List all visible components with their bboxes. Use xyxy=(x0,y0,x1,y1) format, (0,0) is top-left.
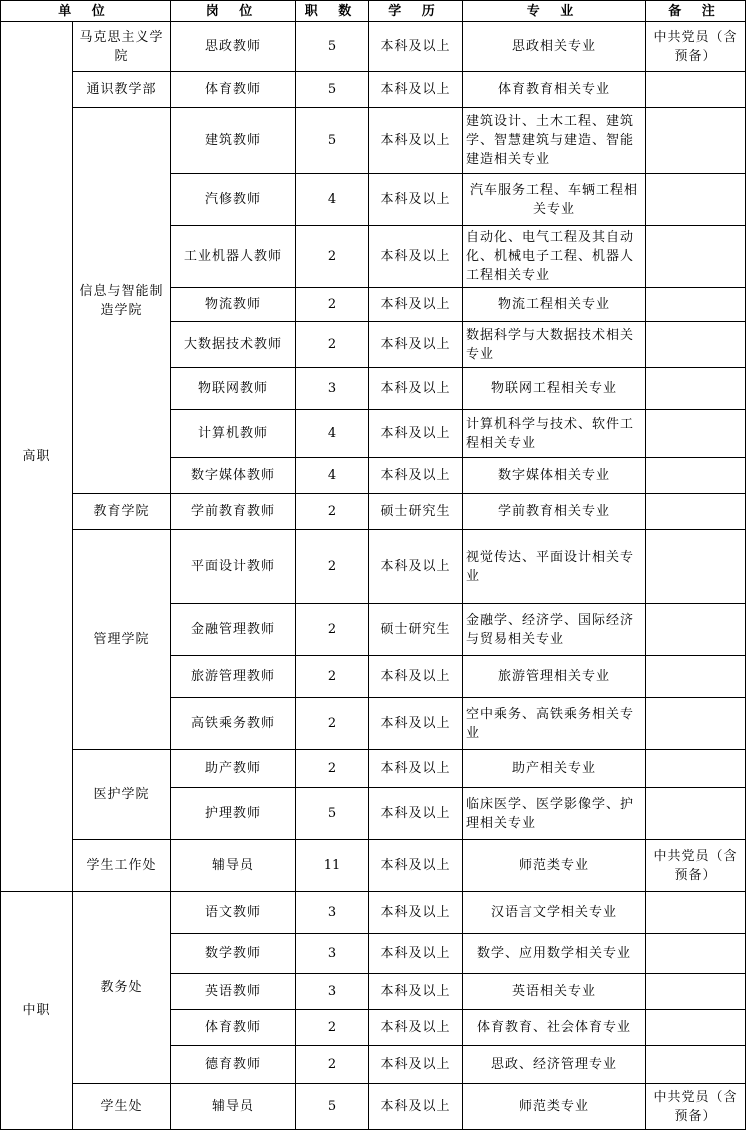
education-cell: 本科及以上 xyxy=(369,410,463,458)
post-cell: 护理教师 xyxy=(171,788,296,840)
dept-cell: 管理学院 xyxy=(73,530,171,750)
post-cell: 体育教师 xyxy=(171,72,296,108)
count-cell: 4 xyxy=(296,174,369,226)
post-cell: 物流教师 xyxy=(171,288,296,322)
dept-cell: 信息与智能制造学院 xyxy=(73,108,171,494)
header-major: 专 业 xyxy=(463,1,646,22)
remark-cell xyxy=(646,530,746,604)
education-cell: 本科及以上 xyxy=(369,750,463,788)
education-cell: 本科及以上 xyxy=(369,368,463,410)
header-unit: 单 位 xyxy=(1,1,171,22)
count-cell: 5 xyxy=(296,108,369,174)
major-cell: 助产相关专业 xyxy=(463,750,646,788)
count-cell: 11 xyxy=(296,840,369,892)
count-cell: 5 xyxy=(296,788,369,840)
education-cell: 本科及以上 xyxy=(369,174,463,226)
remark-cell xyxy=(646,1010,746,1046)
education-cell: 本科及以上 xyxy=(369,1084,463,1130)
remark-cell xyxy=(646,410,746,458)
major-cell: 物联网工程相关专业 xyxy=(463,368,646,410)
header-post: 岗 位 xyxy=(171,1,296,22)
remark-cell: 中共党员（含预备） xyxy=(646,840,746,892)
remark-cell xyxy=(646,458,746,494)
major-cell: 师范类专业 xyxy=(463,1084,646,1130)
post-cell: 大数据技术教师 xyxy=(171,322,296,368)
dept-cell: 通识教学部 xyxy=(73,72,171,108)
dept-cell: 教务处 xyxy=(73,892,171,1084)
major-cell: 学前教育相关专业 xyxy=(463,494,646,530)
remark-cell: 中共党员（含预备） xyxy=(646,22,746,72)
post-cell: 高铁乘务教师 xyxy=(171,698,296,750)
post-cell: 辅导员 xyxy=(171,840,296,892)
count-cell: 4 xyxy=(296,410,369,458)
dept-cell: 医护学院 xyxy=(73,750,171,840)
post-cell: 数学教师 xyxy=(171,934,296,974)
major-cell: 数学、应用数学相关专业 xyxy=(463,934,646,974)
table-row xyxy=(1,750,746,788)
post-cell: 思政教师 xyxy=(171,22,296,72)
count-cell: 5 xyxy=(296,1084,369,1130)
education-cell: 本科及以上 xyxy=(369,226,463,288)
remark-cell xyxy=(646,934,746,974)
major-cell: 视觉传达、平面设计相关专业 xyxy=(463,530,646,604)
education-cell: 本科及以上 xyxy=(369,72,463,108)
major-cell: 物流工程相关专业 xyxy=(463,288,646,322)
remark-cell xyxy=(646,604,746,656)
post-cell: 物联网教师 xyxy=(171,368,296,410)
table-row xyxy=(1,494,746,530)
count-cell: 3 xyxy=(296,368,369,410)
count-cell: 2 xyxy=(296,604,369,656)
remark-cell xyxy=(646,974,746,1010)
count-cell: 5 xyxy=(296,22,369,72)
education-cell: 本科及以上 xyxy=(369,108,463,174)
major-cell: 英语相关专业 xyxy=(463,974,646,1010)
education-cell: 本科及以上 xyxy=(369,288,463,322)
header-education: 学 历 xyxy=(369,1,463,22)
remark-cell xyxy=(646,174,746,226)
education-cell: 本科及以上 xyxy=(369,322,463,368)
post-cell: 体育教师 xyxy=(171,1010,296,1046)
major-cell: 思政、经济管理专业 xyxy=(463,1046,646,1084)
post-cell: 平面设计教师 xyxy=(171,530,296,604)
education-cell: 本科及以上 xyxy=(369,530,463,604)
education-cell: 本科及以上 xyxy=(369,974,463,1010)
table-row xyxy=(1,840,746,892)
count-cell: 2 xyxy=(296,750,369,788)
count-cell: 2 xyxy=(296,530,369,604)
dept-cell: 马克思主义学院 xyxy=(73,22,171,72)
count-cell: 3 xyxy=(296,974,369,1010)
remark-cell xyxy=(646,788,746,840)
post-cell: 英语教师 xyxy=(171,974,296,1010)
count-cell: 2 xyxy=(296,226,369,288)
major-cell: 体育教育相关专业 xyxy=(463,72,646,108)
remark-cell: 中共党员（含预备） xyxy=(646,1084,746,1130)
table-row xyxy=(1,530,746,604)
count-cell: 5 xyxy=(296,72,369,108)
table-row xyxy=(1,108,746,174)
table-row xyxy=(1,72,746,108)
count-cell: 2 xyxy=(296,1010,369,1046)
education-cell: 本科及以上 xyxy=(369,840,463,892)
remark-cell xyxy=(646,1046,746,1084)
education-cell: 本科及以上 xyxy=(369,1010,463,1046)
count-cell: 2 xyxy=(296,1046,369,1084)
major-cell: 金融学、经济学、国际经济与贸易相关专业 xyxy=(463,604,646,656)
post-cell: 计算机教师 xyxy=(171,410,296,458)
remark-cell xyxy=(646,494,746,530)
major-cell: 思政相关专业 xyxy=(463,22,646,72)
count-cell: 2 xyxy=(296,494,369,530)
remark-cell xyxy=(646,72,746,108)
major-cell: 旅游管理相关专业 xyxy=(463,656,646,698)
post-cell: 德育教师 xyxy=(171,1046,296,1084)
count-cell: 2 xyxy=(296,322,369,368)
count-cell: 3 xyxy=(296,892,369,934)
major-cell: 师范类专业 xyxy=(463,840,646,892)
count-cell: 2 xyxy=(296,698,369,750)
remark-cell xyxy=(646,108,746,174)
post-cell: 语文教师 xyxy=(171,892,296,934)
count-cell: 4 xyxy=(296,458,369,494)
remark-cell xyxy=(646,698,746,750)
remark-cell xyxy=(646,892,746,934)
education-cell: 本科及以上 xyxy=(369,698,463,750)
education-cell: 硕士研究生 xyxy=(369,494,463,530)
table-row xyxy=(1,22,746,72)
count-cell: 3 xyxy=(296,934,369,974)
level-cell: 中职 xyxy=(1,892,73,1130)
major-cell: 空中乘务、高铁乘务相关专业 xyxy=(463,698,646,750)
header-count: 职 数 xyxy=(296,1,369,22)
post-cell: 工业机器人教师 xyxy=(171,226,296,288)
major-cell: 汽车服务工程、车辆工程相关专业 xyxy=(463,174,646,226)
major-cell: 体育教育、社会体育专业 xyxy=(463,1010,646,1046)
post-cell: 建筑教师 xyxy=(171,108,296,174)
major-cell: 临床医学、医学影像学、护理相关专业 xyxy=(463,788,646,840)
major-cell: 建筑设计、土木工程、建筑学、智慧建筑与建造、智能建造相关专业 xyxy=(463,108,646,174)
major-cell: 汉语言文学相关专业 xyxy=(463,892,646,934)
education-cell: 本科及以上 xyxy=(369,22,463,72)
education-cell: 硕士研究生 xyxy=(369,604,463,656)
dept-cell: 教育学院 xyxy=(73,494,171,530)
major-cell: 数字媒体相关专业 xyxy=(463,458,646,494)
count-cell: 2 xyxy=(296,656,369,698)
post-cell: 汽修教师 xyxy=(171,174,296,226)
level-cell: 高职 xyxy=(1,22,73,892)
remark-cell xyxy=(646,368,746,410)
header-row xyxy=(1,1,746,22)
post-cell: 金融管理教师 xyxy=(171,604,296,656)
table-row xyxy=(1,892,746,934)
education-cell: 本科及以上 xyxy=(369,458,463,494)
education-cell: 本科及以上 xyxy=(369,656,463,698)
major-cell: 数据科学与大数据技术相关专业 xyxy=(463,322,646,368)
remark-cell xyxy=(646,226,746,288)
education-cell: 本科及以上 xyxy=(369,788,463,840)
remark-cell xyxy=(646,322,746,368)
major-cell: 计算机科学与技术、软件工程相关专业 xyxy=(463,410,646,458)
remark-cell xyxy=(646,750,746,788)
remark-cell xyxy=(646,288,746,322)
post-cell: 旅游管理教师 xyxy=(171,656,296,698)
dept-cell: 学生工作处 xyxy=(73,840,171,892)
remark-cell xyxy=(646,656,746,698)
major-cell: 自动化、电气工程及其自动化、机械电子工程、机器人工程相关专业 xyxy=(463,226,646,288)
post-cell: 学前教育教师 xyxy=(171,494,296,530)
dept-cell: 学生处 xyxy=(73,1084,171,1130)
post-cell: 助产教师 xyxy=(171,750,296,788)
education-cell: 本科及以上 xyxy=(369,1046,463,1084)
education-cell: 本科及以上 xyxy=(369,934,463,974)
post-cell: 辅导员 xyxy=(171,1084,296,1130)
table-row xyxy=(1,1084,746,1130)
education-cell: 本科及以上 xyxy=(369,892,463,934)
header-remark: 备 注 xyxy=(646,1,746,22)
post-cell: 数字媒体教师 xyxy=(171,458,296,494)
count-cell: 2 xyxy=(296,288,369,322)
